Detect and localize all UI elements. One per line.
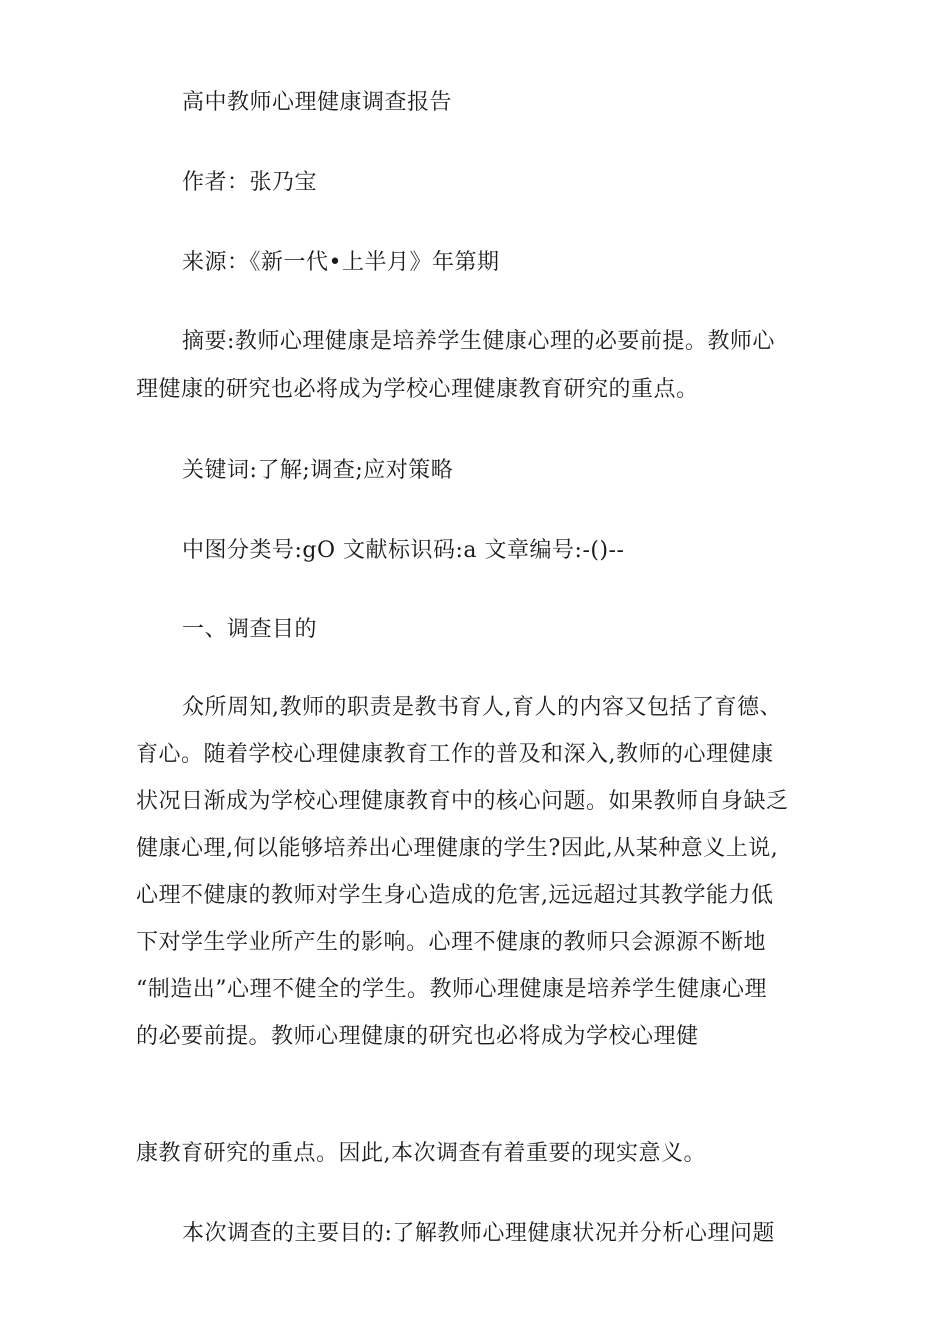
paragraph-line: 心理不健康的教师对学生身心造成的危害,远远超过其教学能力低 — [136, 883, 774, 908]
paragraph-line: 本次调查的主要目的:了解教师心理健康状况并分析心理问题 — [182, 1221, 775, 1246]
abstract-line: 理健康的研究也必将成为学校心理健康教育研究的重点。 — [136, 377, 699, 402]
section-heading: 一、调查目的 — [182, 617, 318, 642]
paragraph-line: 育心。随着学校心理健康教育工作的普及和深入,教师的心理健康 — [136, 742, 774, 767]
source-line: 来源：《新一代•上半月》年第期 — [182, 250, 500, 275]
paragraph-line: 下对学生学业所产生的影响。心理不健康的教师只会源源不断地 — [136, 930, 767, 955]
paragraph-line: “制造出”心理不健全的学生。教师心理健康是培养学生健康心理 — [136, 977, 767, 1002]
abstract-line: 摘要:教师心理健康是培养学生健康心理的必要前提。教师心 — [182, 329, 775, 354]
paragraph-line: 的必要前提。教师心理健康的研究也必将成为学校心理健 — [136, 1024, 699, 1049]
author-line: 作者：张乃宝 — [182, 170, 318, 195]
document-title: 高中教师心理健康调查报告 — [182, 90, 453, 115]
keywords-line: 关键词:了解;调查;应对策略 — [182, 458, 454, 483]
paragraph-line: 众所周知,教师的职责是教书育人,育人的内容又包括了育德、 — [182, 695, 782, 720]
paragraph-line: 健康心理,何以能够培养出心理健康的学生?因此,从某种意义上说, — [136, 836, 779, 861]
paragraph-line: 状况日渐成为学校心理健康教育中的核心问题。如果教师自身缺乏 — [136, 789, 789, 814]
paragraph-line: 康教育研究的重点。因此,本次调查有着重要的现实意义。 — [136, 1141, 706, 1166]
classification-line: 中图分类号:gO 文献标识码:a 文章编号:-()-- — [182, 538, 625, 563]
